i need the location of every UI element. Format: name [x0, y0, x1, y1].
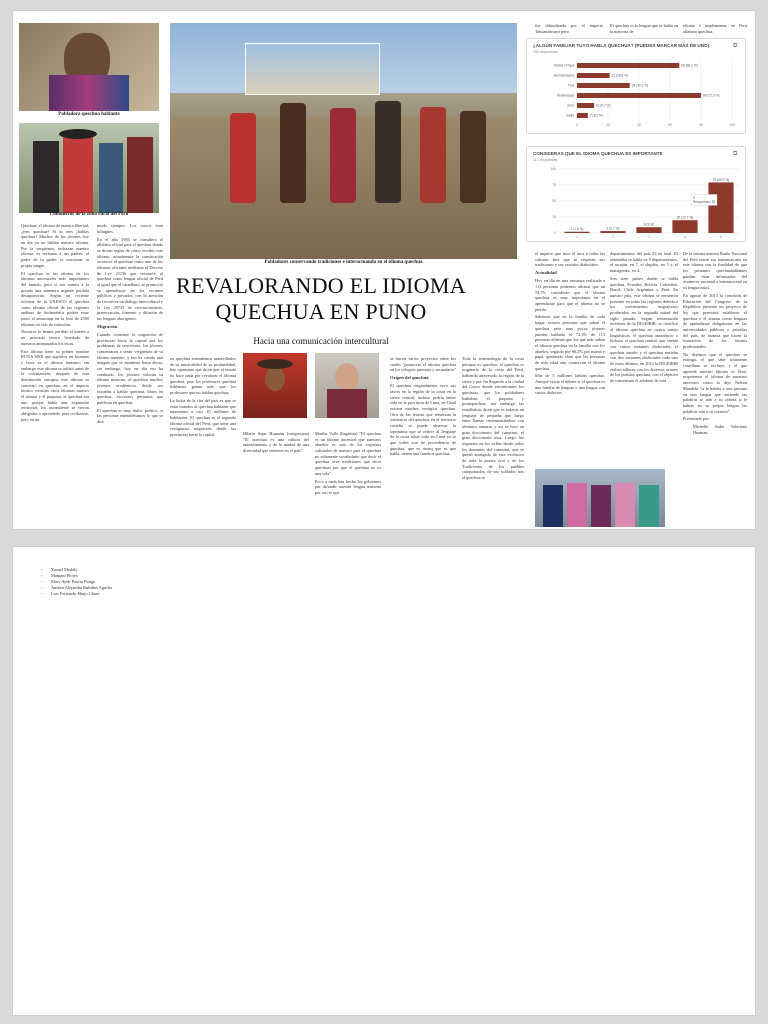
survey-card-family [526, 38, 746, 134]
bar-chart-importance [527, 147, 746, 242]
y-tick-label: 100 [550, 167, 556, 171]
bar [577, 103, 594, 108]
quote-hilaria-supa [243, 431, 309, 521]
paragraph: Son siete países donde se habla quechua, Ecuador, Bolivia, Colombia, Brasil, Chile Argentina y Perú. En nuestro país, este idioma se encuentra presente en todas las regiones debido a los movimientos migratorios producidos en la segunda mitad del siglo pasado. Según información recientes de la DIGEIBIR, se clasificó al idioma quechua en cuatro ramas lingüísticas, el quechua amazónico o kichwa, el quechua central, que cuenta con varios variantes dialectales, el quechua sureño y el quechua norteño con dos variantes dialectales cada uno de estos últimos, en 2012 la DIGEIBIR realizó talleres con los diversos actores de los pueblos quechua, con el objetivo de consensuar el alfabeto de esta [610, 275, 678, 383]
paragraph: fue difundiendo por el imperio Tahuantinsuyo pero [535, 23, 603, 34]
x-tick-label: 0 [576, 123, 578, 127]
newspaper-page-2 [12, 546, 756, 1016]
paragraph: Este idioma tiene su primer nombre RUNA SIMI que significa ser humano y boca es el idioma humano, sin embargo este idioma se utilizó antes de la colonización, después de esta dominación europea, este idioma se convirtió en quechua, en el imperio incaico existían otros idiomas nativos el aimara y el puquina; el quechua era uno porque había una expansión territorial, los ascendiente se vieron obligados a aprenderlo para civilizarse, pero en un [21, 348, 89, 422]
x-tick-label: 20 [606, 123, 610, 127]
text-column-6 [462, 356, 524, 526]
presenter-name: Michelle Sadia Valeriano Huaman [693, 424, 747, 435]
paragraph: Cuando comenzó la migración de provincias hacia la capital por los problemas de terrorismo, los jóvenes comenzaron a sentir vergüenza de su idioma materno, y eso ha creado una imagen que se mantiene hasta ahora, sin embargo, hoy en día eso ha cambiado, los jóvenes valoran su idioma materno, el quechua muchos jóvenes académicos desde sus escuelas a hablar quechua, libros en quechua, escritores peruanos que publican en quechua. [97, 331, 163, 405]
x-tick-label: 3 [648, 235, 650, 239]
survey-title: ¿ALGÚN FAMILIAR TUYO HABLA QUECHUA? (PUEDES MARCAR MÁS DE UNO) [533, 43, 710, 48]
bar [577, 83, 630, 88]
presenters-list [41, 567, 112, 597]
bar [577, 73, 610, 78]
survey-card-importance [526, 146, 746, 242]
quote-martha-valle [315, 431, 381, 521]
paragraph: departamentos del país 23 en total. El ashaninka se habla en 9 departamentos, el awajún, en 7, el shipibo, en 5 y, el matsigenka, en 4. [610, 251, 678, 274]
survey-title: CONSIDERAS QUE EL IDIOMA QUECHUA ES IMPORTANTE [533, 151, 663, 156]
photo-caption-main: Pobladores conservando tradiciones e interactuando en el idioma quechua [264, 260, 423, 265]
paragraph: No dejemos que el quechua se extinga, el que sabe solamente castellano se excluye, y el que aprende nuestro idioma es libre, respetemos el idioma de nuestros ancestros como lo dijo Nelson Mandela "si le hablas a una persona en una lengua que entiende las palabras se irán a su cabeza si le hablas en su propia lengua las palabras irán a su corazón". [683, 351, 747, 414]
data-label: 11 (9,7 %) [596, 103, 611, 108]
paragraph: El quechua es la lengua que se habla en la mayoría de [610, 23, 678, 34]
y-tick-label: 0 [554, 231, 556, 235]
category-label: otros [566, 103, 574, 108]
paragraph: En el año 1984 se considera el alfabeto oficial para el quechua donde se dictan reglas de cómo escribir este idioma, actualmente la constitución reconoce al quechua como uno de los idiomas oficiales mediante el Decreto de Ley 21156 que reconoce al quechua como lengua oficial de Perú al igual que el castellano, se promovió su aprendizaje en los recintos públicos y privados, con la atención de favorecer un diálogo intercultural y la Ley 29735 de reconocimiento, preservación, fomento y difusión de las lenguas aborígenes. [97, 236, 163, 321]
data-label: 9 (8 %) [643, 222, 655, 227]
paragraph: Hoy en día en una encuesta realizada a 113 personas podemos afirmar que un 74,7% consideran que el idioma quechua es muy importante en el aprendizaje para que el idioma no se pierda. [535, 278, 605, 312]
main-photo-procession [170, 23, 517, 259]
y-tick-label: 75 [552, 183, 556, 187]
paragraph: Poco a nada han hecho los gobiernos por difundir nuestra lengua materna por eso es que [315, 478, 381, 495]
presenter-name: - Luis Fernando Hinjo Chase [41, 591, 112, 597]
x-tick-label: 40 [637, 123, 641, 127]
data-label: 3 (2,7 %) [606, 226, 620, 231]
paragraph: en quechua entendemos maravillados de su musicalidad de su profundidad, hay opiniones que dicen que el estado no hace nada por revalorar el idioma quechua, pero los profesores quechua hablantes ganan más que los profesores que no hablan quechua. [170, 356, 236, 396]
x-tick-label: 2 [612, 235, 614, 239]
paragraph: Toda la terminología de la costa peruana es quechua, el quechua es originario de la costa del Perú, habiendo atravesado la región de la sierra y por fin llegando a la ciudad del Cusco donde encontramos los quechuas, que los pobladores hablaban el puquina y protoquechua, sin embargo las estadísticas dicen que es todavía un lenguaje de pequeña que luego entre llamas incrementándose con términos aimaras y así se hizo un gran diccionario del runasimi, el gran diccionario inca. Luego fue impuesto en los ayllus desde todos los dominios del runasimi, que se quedó arraigado de este exclusivo de toda la poesía oral y de los Tradiciones de los pueblos conquistados, de sus soldados tras el quechua se [462, 356, 524, 481]
survey-responses: 113 respuestas [533, 158, 558, 162]
x-tick-label: 80 [699, 123, 703, 127]
text-column-2 [97, 223, 163, 523]
data-label: 66 (66,2 %) [681, 63, 698, 68]
section-heading-origen: Origen del quechua [390, 375, 429, 381]
photo-woman-portrait [19, 23, 159, 111]
paragraph: Sabemos que en la familia de cada hogar existen personas que saben el quechua pero muy pocos jóvenes pueden hablarlo el 72,3% de 113 personas afirman que los que más saben el idioma quechua en la familia son los abuelos, seguido por 66,2% por mamá y papá, quedando claro que las personas de más edad aún conservan el idioma quechua. [535, 314, 605, 371]
x-tick-label: 60 [668, 123, 672, 127]
y-tick-label: 25 [552, 215, 556, 219]
data-label: 80 (72,3 %) [703, 93, 720, 98]
portrait-martha-valle [315, 353, 379, 418]
text-column-1 [21, 223, 89, 523]
bar [577, 113, 588, 118]
x-tick-label: 1 [576, 235, 578, 239]
presenter-name: - Mary Ayde Pascar Pongo [41, 579, 112, 585]
bar [636, 227, 661, 233]
copy-icon[interactable]: ⧉ [733, 43, 738, 49]
bar-chart-family [527, 39, 746, 134]
data-label: 79 (69,9 %) [712, 177, 730, 182]
tooltip-text: 5 [693, 195, 695, 200]
data-label: 20 (17,7 %) [676, 215, 694, 220]
category-label: Hermanos(as) [553, 73, 574, 78]
bar [564, 232, 589, 233]
photo-caption-2: Comuneros de la zona rural del Perú [49, 212, 129, 217]
paragraph: Más de 5 millones hablan quechua. Aunque existe el debate si el quechua es una familia de lenguas o una lengua con varios dialectos. [535, 373, 605, 396]
quote-text: Hilaria Supa Huamán (congresista) "El quechua es una cultura del entendimiento y de la unidad de una diversidad que tenemos en el país". [243, 431, 309, 454]
data-label: 34 (30,1 %) [631, 83, 649, 88]
article-headline [173, 273, 469, 325]
paragraph: El quechua es muy dulce, poético, si las personas entendiéramos lo que se dice [97, 407, 163, 425]
paragraph: La lucha de la cita del país es que se estar tratados al quechua hablante que representa a casi 10 millones de habitantes. El quechua es el segundo idioma oficial del Perú, que tiene una vertiginosa migración desde las provincias hasta la capital. [170, 397, 236, 437]
category-label: Mamá o Papá [554, 63, 574, 68]
quote-text: Martha Valle (lingüista) "El quechua es un idioma ancestral que nuestros abuelos es una de los registros culturales de nuestro país el quechua no solamente vocabulario que decir el quechua vive tradiciones que decir quechuas por que el quechua no es una sola". [315, 431, 381, 476]
photo-caption-1: Pobladora quechua hablante [58, 112, 120, 117]
newspaper-page-1 [12, 10, 756, 530]
category-label: Tíos [567, 83, 574, 88]
category-label: nadie [566, 113, 574, 118]
presenter-name: - Yusuel Medaly [41, 567, 112, 573]
presented-by-label: Presentado por: [683, 416, 710, 422]
bar [600, 231, 625, 233]
paragraph: Quechua, el idioma de nuestra libertad, ¿eres quechua? Si lo eres ¿hablas quechua? Muchos de los jóvenes hoy en día ya no hablan nuestro idioma. Por la vergüenza, rechazan nuestro idioma, es rechazar a tus padres, al padre de tu padre, es traicionar tu propia sangre. [21, 223, 89, 268]
tooltip-text: Respuestas: 35 [693, 199, 716, 204]
x-tick-label: 4 [684, 235, 686, 239]
section-heading-migracion: Migración [97, 323, 118, 329]
survey-responses: 100 respuestas [533, 50, 558, 54]
presenter-name: - Andrea Alejandra Rubiños Aguilar [41, 585, 112, 591]
text-column-8 [610, 251, 678, 464]
paragraph: El quechua es un idioma de los idiomas ancestrales más importantes del mundo, pero sí nos vamos a la pesada una amenaza urgente perdida desaparezcan. Según un reciente informe de la UNESCO el quechua como idioma oficial de las regiones andinas de Sudamérica podría estar junto al amazonas en la lista de 2500 idiomas en vías de extinción. [21, 270, 89, 327]
copy-icon[interactable]: ⧉ [733, 151, 738, 157]
paragraph: modo siempre. Los cursos eran bilingües. [97, 223, 163, 234]
headline-line-2: QUECHUA EN PUNO [215, 298, 427, 324]
paragraph: el imperio que tuvo el inca a todas las culturas fuer que se respetan sus tradiciones y sus vestidos dialectales. [535, 251, 605, 268]
x-tick-label: 100 [729, 123, 735, 127]
data-label: 7 (6,2 %) [589, 113, 603, 118]
paragraph: se hacen varios proyectos entre los cuales "promover el idioma quechua en los colegios primaria y secundaria" [390, 356, 456, 373]
bar [708, 182, 733, 233]
data-label: 21 (18,6 %) [611, 73, 629, 78]
y-tick-label: 50 [552, 199, 556, 203]
bar [577, 93, 701, 98]
text-column-9 [683, 251, 747, 526]
photo-women-traditional-dress [535, 469, 665, 527]
text-column-5 [390, 356, 456, 526]
portrait-hilaria-supa [243, 353, 307, 418]
paragraph: El quechua originalmente tuvo sus raíces en la región de la costa en la sierra central, incluso podría haber sido en la provincia de Lima, en Caral existen muchos vestigios quechua. Otra de las teorías que refuerzan la existencia del quechua en el territorio costeño se puede observar la toponimia que se refiere al lenguaje de la costa sobre todo en Lima ya se que todos son de procedencia de quechua, que es rimaq que es que habla, tienen una fonética quechua. [390, 383, 456, 457]
x-tick-label: 5 [720, 235, 722, 239]
text-column-3 [170, 356, 236, 526]
article-subhead: Hacia una comunicación intercultural [253, 336, 389, 346]
category-label: Abuelos(as) [556, 93, 574, 98]
paragraph: idioma e implementar en Perú alfabeto quechua. [683, 23, 747, 34]
presenter-name: - Mamani Flores [41, 573, 112, 579]
section-heading-actualidad: Actualidad [535, 270, 557, 276]
bar [672, 220, 697, 233]
paragraph: En agosto de 2013 la comisión de Educación del Congreso de la República presentó un proyecto de ley que permitirá establecer el quechua e el aimara como lenguas de aprendizaje obligatorias en las universidades públicas y privadas del país, de manera que hacen la formación de los futuros profesionales. [683, 292, 747, 349]
paragraph: De la misma manera Radio Nacional del Perú inició sus transmisiones en este idioma con la finalidad de que los peruanos quechuahablantes puedan estar informados del acontecer nacional e internacional en su lengua natal. [683, 251, 747, 291]
photo-group-hats [19, 123, 159, 213]
headline-line-1: REVALORANDO EL IDIOMA [176, 273, 466, 298]
paragraph: Nosotros lo hemos perdido el interés a un preciado tesoro heredado de nuestros antepasados los incas. [21, 329, 89, 346]
data-label: 2 (1,8 %) [570, 227, 584, 232]
bar [577, 63, 679, 68]
